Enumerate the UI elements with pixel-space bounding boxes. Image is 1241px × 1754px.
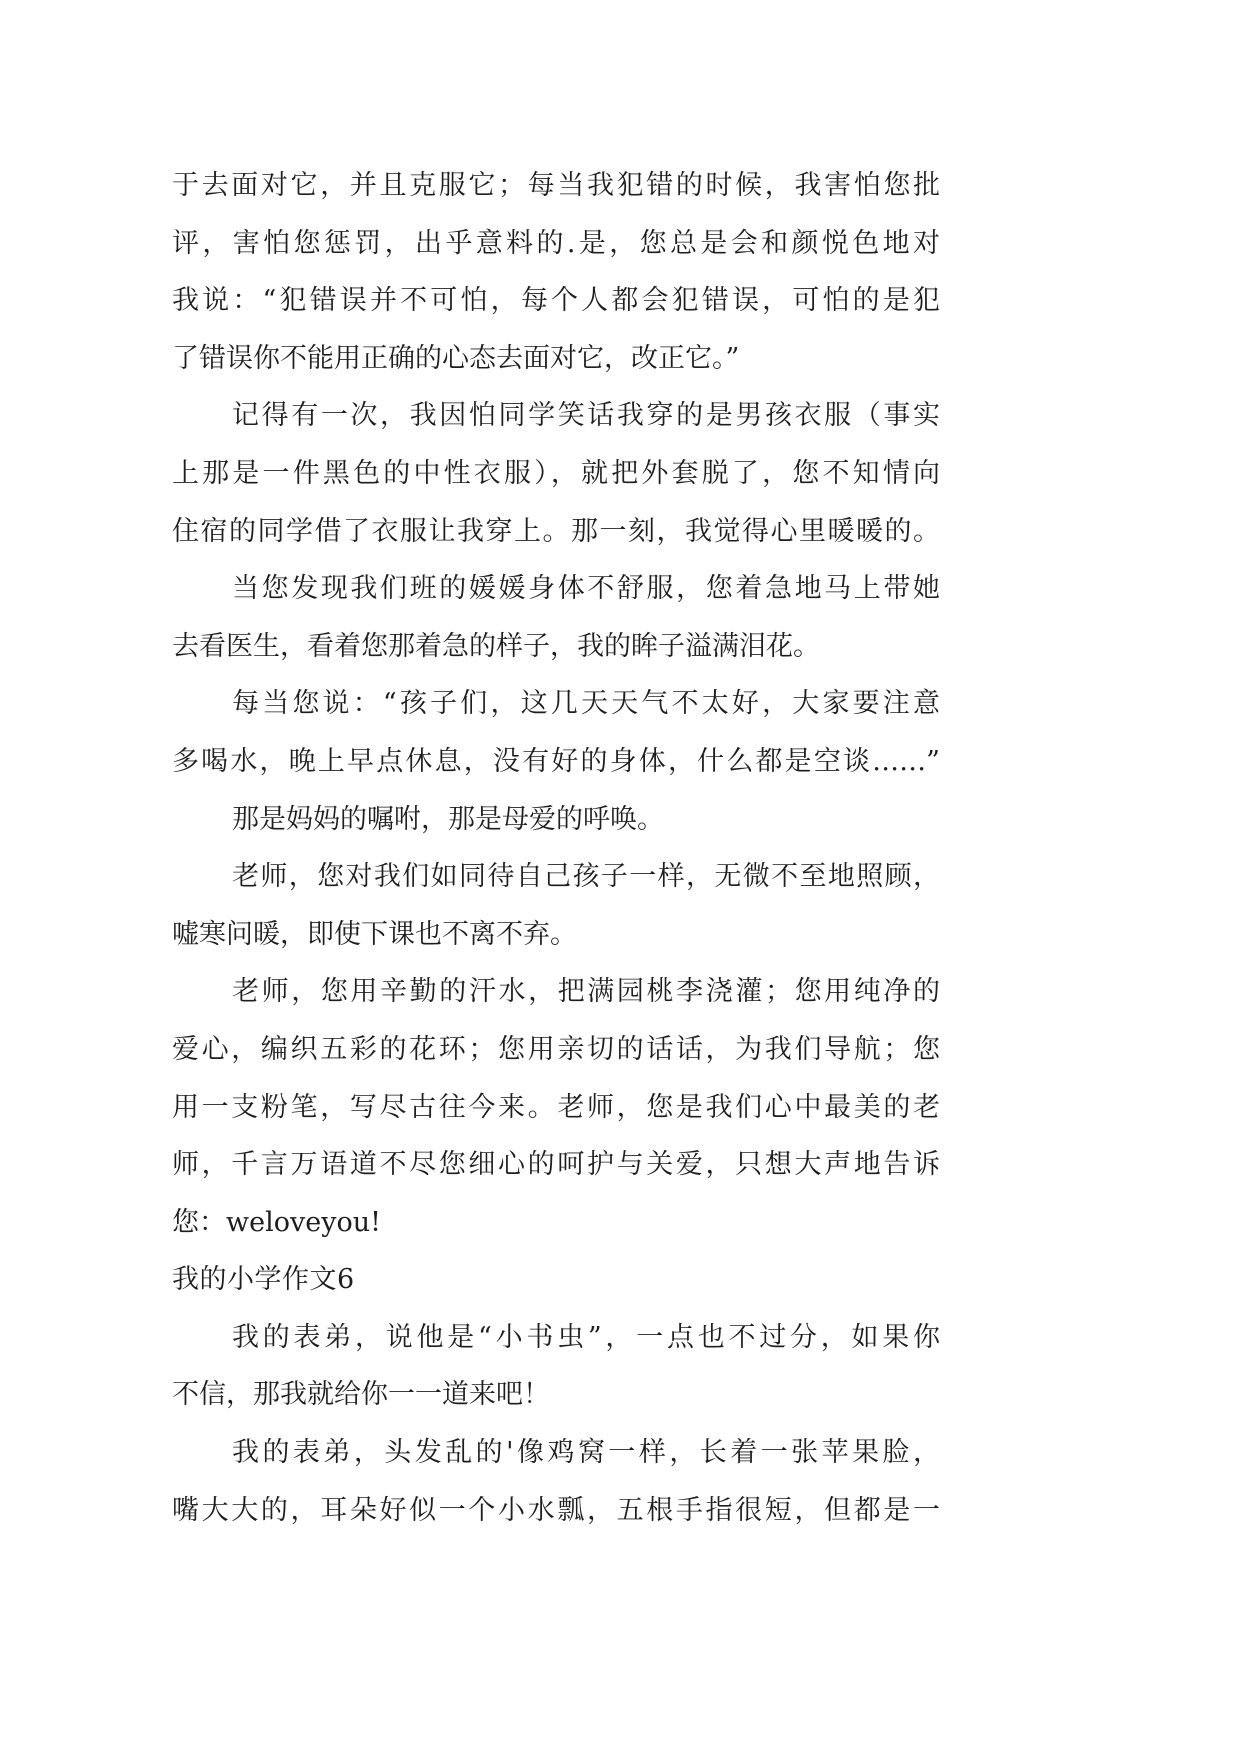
text-line: 用一支粉笔，写尽古往今来。老师，您是我们心中最美的老 (172, 1091, 940, 1123)
text-line: 我的表弟，说他是“小书虫”，一点也不过分，如果你 (232, 1321, 940, 1353)
text-line: 多喝水，晚上早点休息，没有好的身体，什么都是空谈……” (172, 745, 940, 777)
text-line: 师，千言万语道不尽您细心的呵护与关爱，只想大声地告诉 (172, 1149, 940, 1181)
text-line: 您：weloveyou! (172, 1206, 381, 1238)
text-line: 我的表弟，头发乱的'像鸡窝一样，长着一张苹果脸， (232, 1437, 940, 1469)
text-line: 住宿的同学借了衣服让我穿上。那一刻，我觉得心里暖暖的。 (172, 515, 940, 547)
text-line: 我说：“犯错误并不可怕，每个人都会犯错误，可怕的是犯 (172, 285, 940, 317)
text-line: 上那是一件黑色的中性衣服），就把外套脱了，您不知情向 (172, 457, 940, 489)
text-line: 嘘寒问暖，即使下课也不离不弃。 (172, 918, 577, 950)
text-line: 了错误你不能用正确的心态去面对它，改正它。” (172, 342, 740, 374)
text-line: 不信，那我就给你一一道来吧！ (172, 1379, 550, 1411)
section-heading: 我的小学作文6 (172, 1264, 355, 1296)
text-line: 去看医生，看着您那着急的样子，我的眸子溢满泪花。 (172, 630, 820, 662)
text-line: 老师，您用辛勤的汗水，把满园桃李浇灌；您用纯净的 (232, 976, 940, 1008)
text-line: 记得有一次，我因怕同学笑话我穿的是男孩衣服（事实 (232, 400, 940, 432)
text-line: 于去面对它，并且克服它；每当我犯错的时候，我害怕您批 (172, 170, 940, 201)
text-line: 嘴大大的，耳朵好似一个小水瓢，五根手指很短，但都是一 (172, 1494, 940, 1526)
text-line: 那是妈妈的嘱咐，那是母爱的呼唤。 (232, 803, 664, 835)
text-line: 老师，您对我们如同待自己孩子一样，无微不至地照顾， (232, 861, 940, 893)
text-line: 当您发现我们班的媛媛身体不舒服，您着急地马上带她 (232, 573, 940, 605)
document-body (172, 157, 940, 1539)
text-line: 爱心，编织五彩的花环；您用亲切的话话，为我们导航；您 (172, 1033, 940, 1065)
text-line: 评，害怕您惩罚，出乎意料的.是，您总是会和颜悦色地对 (172, 227, 940, 259)
text-line: 每当您说：“孩子们，这几天天气不太好，大家要注意 (232, 688, 940, 720)
